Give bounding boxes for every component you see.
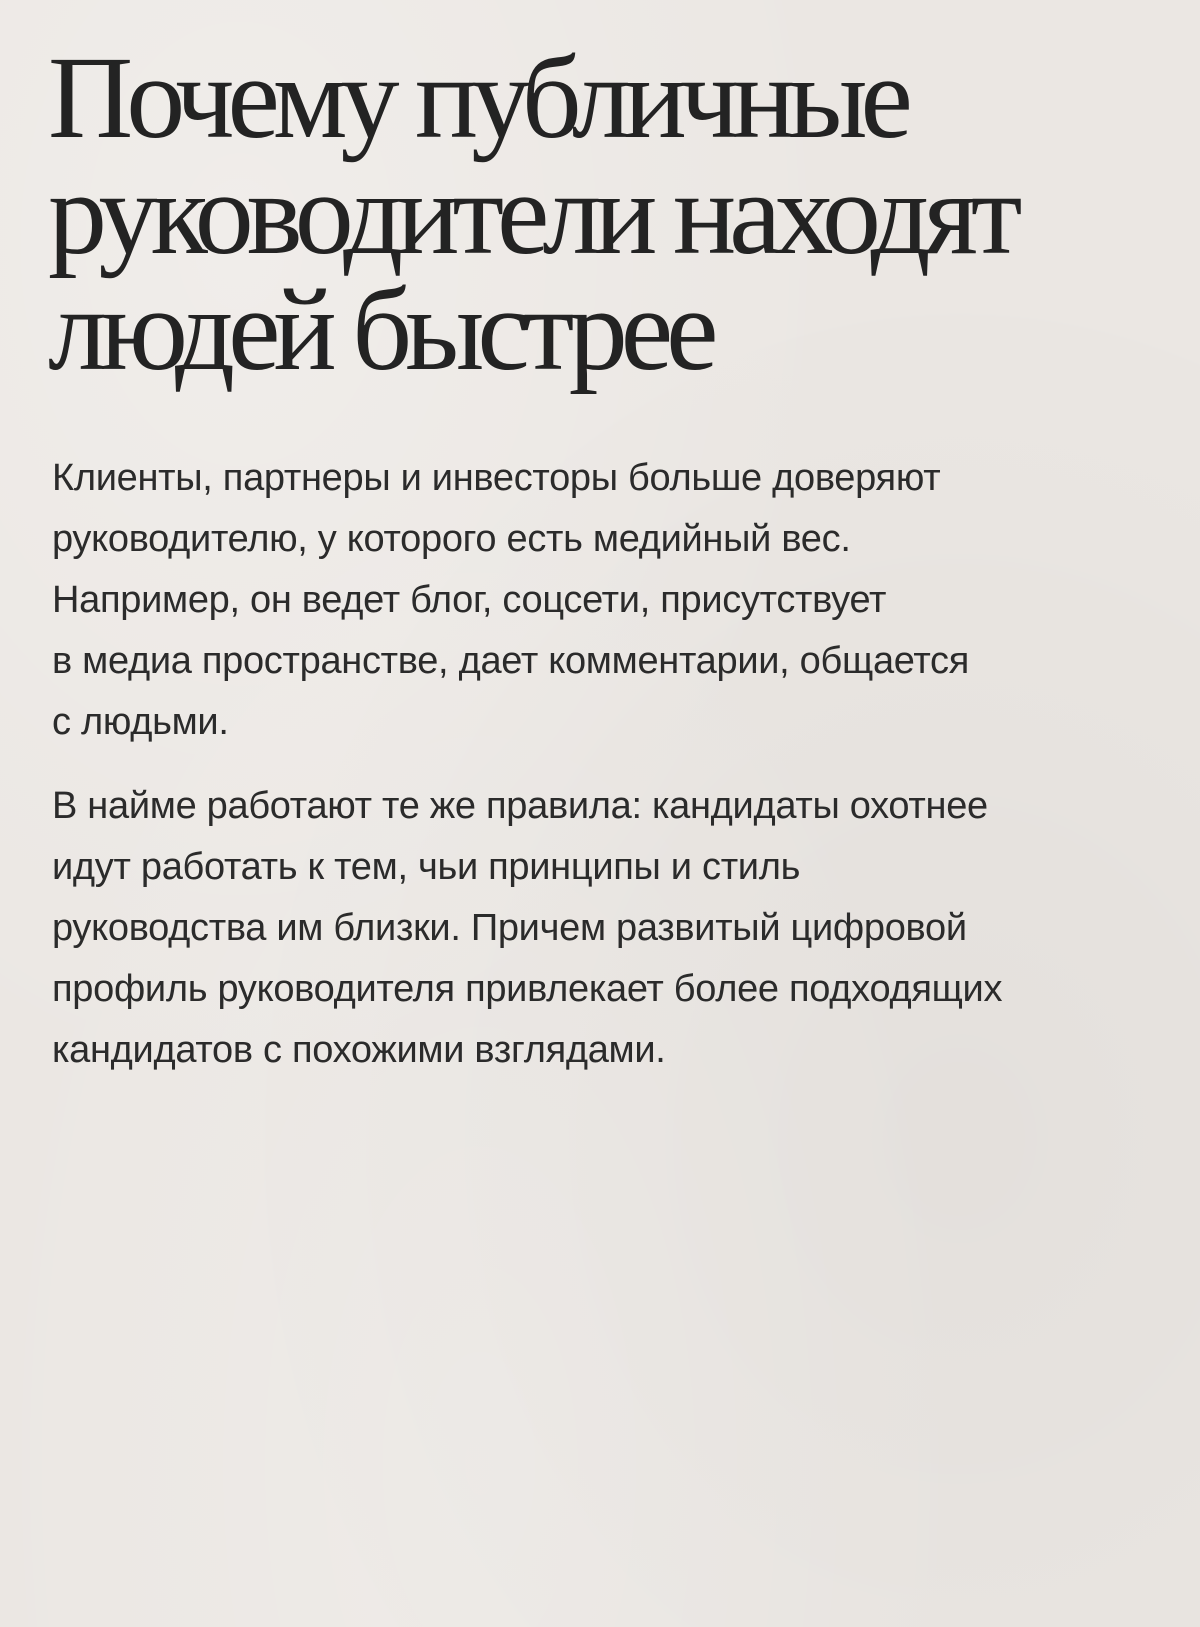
paragraph-hiring: [52, 776, 1172, 1081]
paragraph-line: в медиа пространстве, дает комментарии, общается: [52, 640, 970, 682]
paragraph-line: с людьми.: [52, 701, 229, 743]
headline: [48, 32, 1168, 395]
headline-line: руководители находят: [48, 148, 1016, 279]
body-text: [52, 448, 1172, 1104]
paragraph-line: руководителю, у которого есть медийный вес.: [52, 518, 851, 560]
headline-line: Почему публичные: [48, 32, 906, 163]
paragraph-line: руководства им близки. Причем развитый цифровой: [52, 907, 967, 949]
paragraph-trust: [52, 448, 1172, 753]
paragraph-line: идут работать к тем, чьи принципы и стиль: [52, 846, 801, 888]
paragraph-line: кандидатов с похожими взглядами.: [52, 1029, 666, 1071]
paragraph-line: Например, он ведет блог, соцсети, присутствует: [52, 579, 887, 621]
headline-line: людей быстрее: [48, 264, 712, 395]
paragraph-line: В найме работают те же правила: кандидаты охотнее: [52, 785, 988, 827]
paragraph-line: Клиенты, партнеры и инвесторы больше доверяют: [52, 457, 941, 499]
paragraph-line: профиль руководителя привлекает более подходящих: [52, 968, 1003, 1010]
